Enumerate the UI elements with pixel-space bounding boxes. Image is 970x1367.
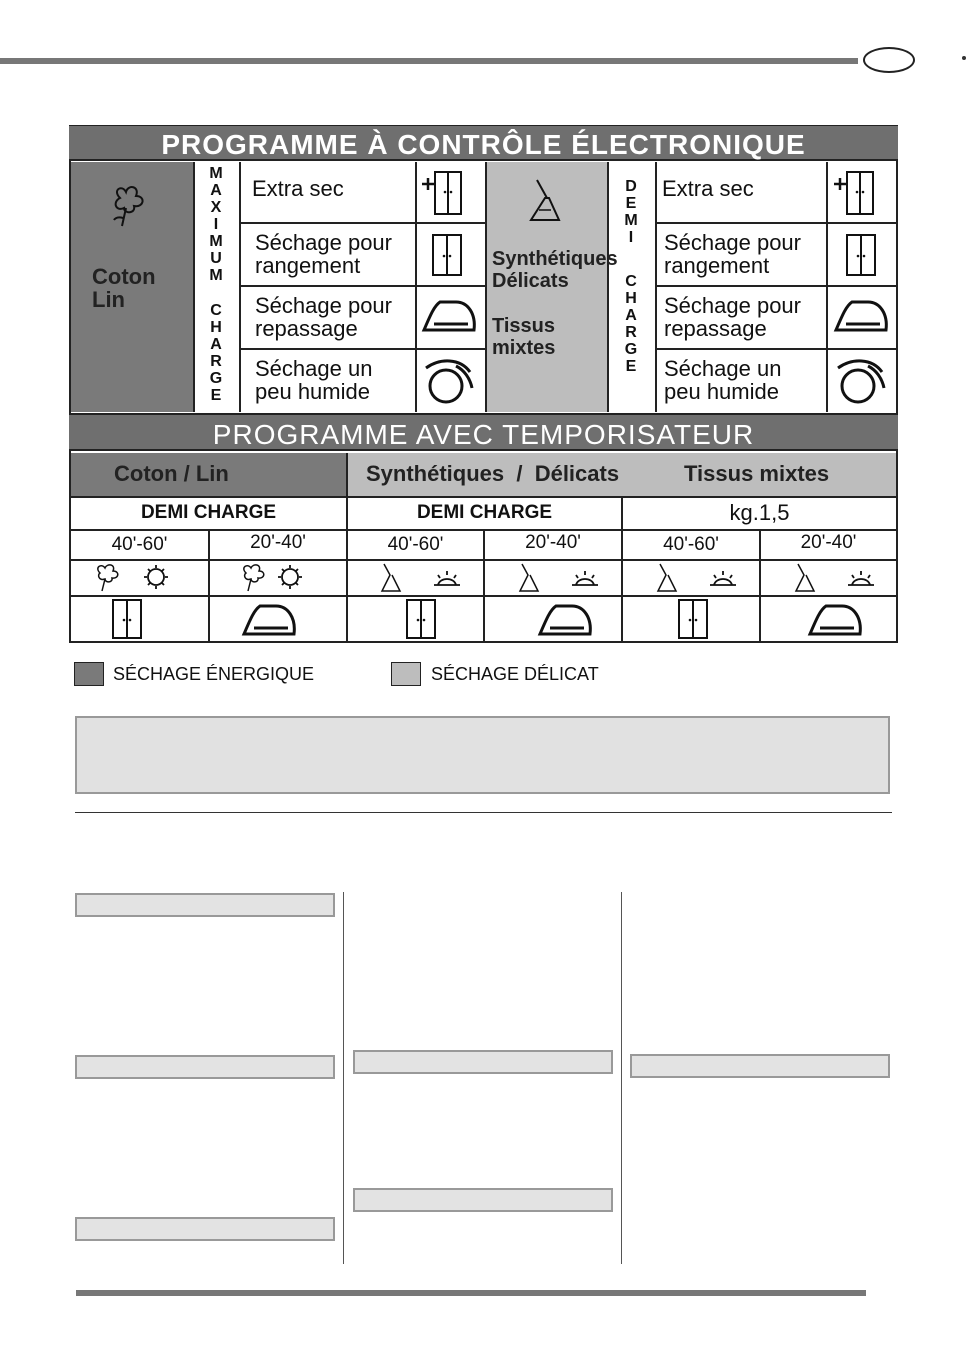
synthetic-flask-icon (527, 178, 563, 224)
legend-delicate-swatch (391, 662, 421, 686)
cotton-high-heat-icon (92, 563, 188, 593)
iron-icon (240, 602, 298, 638)
cotton-flower-icon (106, 184, 148, 230)
section-heading-bar (75, 1055, 335, 1079)
timer-group-cotton: Coton / Lin (114, 461, 229, 486)
program-damp-r-2: peu humide (664, 379, 779, 404)
synthetic-low-heat-icon (792, 563, 882, 593)
linen-name: Lin (92, 287, 125, 312)
program-storage-1: Séchage pour (255, 230, 392, 255)
wardrobe-icon (844, 232, 878, 278)
iron-icon (832, 296, 890, 336)
section-heading-bar (353, 1188, 613, 1212)
iron-icon (420, 296, 478, 336)
iron-icon (536, 602, 594, 638)
legend-delicate: SÉCHAGE DÉLICAT (431, 664, 599, 684)
program-extra-sec-r: Extra sec (662, 176, 754, 201)
synthetic-name: Synthétiques (492, 248, 618, 270)
time-cell: 40'-60' (663, 534, 719, 555)
program-damp-1: Séchage un (255, 356, 373, 381)
wardrobe-icon (676, 598, 710, 640)
wardrobe-icon (430, 232, 464, 278)
cotton-high-heat-icon (238, 563, 334, 593)
synthetic-low-heat-icon (378, 563, 468, 593)
program-damp-2: peu humide (255, 379, 370, 404)
program-storage-r-2: rangement (664, 253, 770, 278)
time-cell: 20'-40' (525, 532, 581, 553)
language-badge (863, 47, 915, 73)
program-storage-2: rangement (255, 253, 361, 278)
program-ironing-r-2: repassage (664, 316, 767, 341)
load-cotton: DEMI CHARGE (140, 502, 277, 523)
wardrobe-icon (110, 598, 144, 640)
program-ironing-r-1: Séchage pour (664, 293, 801, 318)
cotton-name: Coton (92, 264, 156, 289)
maximum-charge-label: M A X I M U M C H A R G E (209, 165, 223, 404)
timer-group-mixed: Tissus mixtes (684, 461, 830, 486)
column-separator (343, 892, 344, 1264)
section-heading-bar (75, 893, 335, 917)
mixed-name-1: Tissus (492, 315, 555, 337)
time-cell: 40'-60' (387, 534, 444, 555)
legend-energetic: SÉCHAGE ÉNERGIQUE (113, 664, 315, 684)
program-extra-sec: Extra sec (252, 176, 344, 201)
load-synthetic: DEMI CHARGE (416, 502, 553, 523)
synthetic-low-heat-icon (654, 563, 744, 593)
demi-charge-label: D E M I C H A R G E (624, 178, 638, 375)
iron-icon (806, 602, 864, 638)
legend-energetic-swatch (74, 662, 104, 686)
time-cell: 40'-60' (111, 534, 168, 555)
wardrobe-icon (404, 598, 438, 640)
synthetic-low-heat-icon (516, 563, 606, 593)
program-ironing-1: Séchage pour (255, 293, 392, 318)
section-heading-bar (75, 1217, 335, 1241)
section-divider (75, 812, 892, 813)
electronic-title: PROGRAMME À CONTRÔLE ÉLECTRONIQUE (69, 126, 898, 161)
column-separator (621, 892, 622, 1264)
program-ironing-2: repassage (255, 316, 358, 341)
page-dot (962, 56, 966, 60)
delicate-name: Délicats (492, 270, 569, 292)
time-cell: 20'-40' (800, 532, 857, 553)
program-storage-r-1: Séchage pour (664, 230, 801, 255)
note-box (75, 716, 890, 794)
time-cell: 20'-40' (250, 532, 306, 553)
mixed-name-2: mixtes (492, 337, 556, 359)
timer-title: PROGRAMME AVEC TEMPORISATEUR (69, 413, 898, 451)
wardrobe-plus-icon (420, 168, 464, 218)
load-mixed: kg.1,5 (729, 500, 790, 525)
program-damp-r-1: Séchage un (664, 356, 782, 381)
bottom-rule (76, 1290, 866, 1296)
timer-group-synthetic: Synthétiques / Délicats (366, 461, 620, 486)
section-heading-bar (630, 1054, 890, 1078)
damp-drop-icon (420, 354, 478, 408)
top-rule (0, 58, 858, 64)
wardrobe-plus-icon (832, 168, 876, 218)
section-heading-bar (353, 1050, 613, 1074)
damp-drop-icon (832, 354, 890, 408)
